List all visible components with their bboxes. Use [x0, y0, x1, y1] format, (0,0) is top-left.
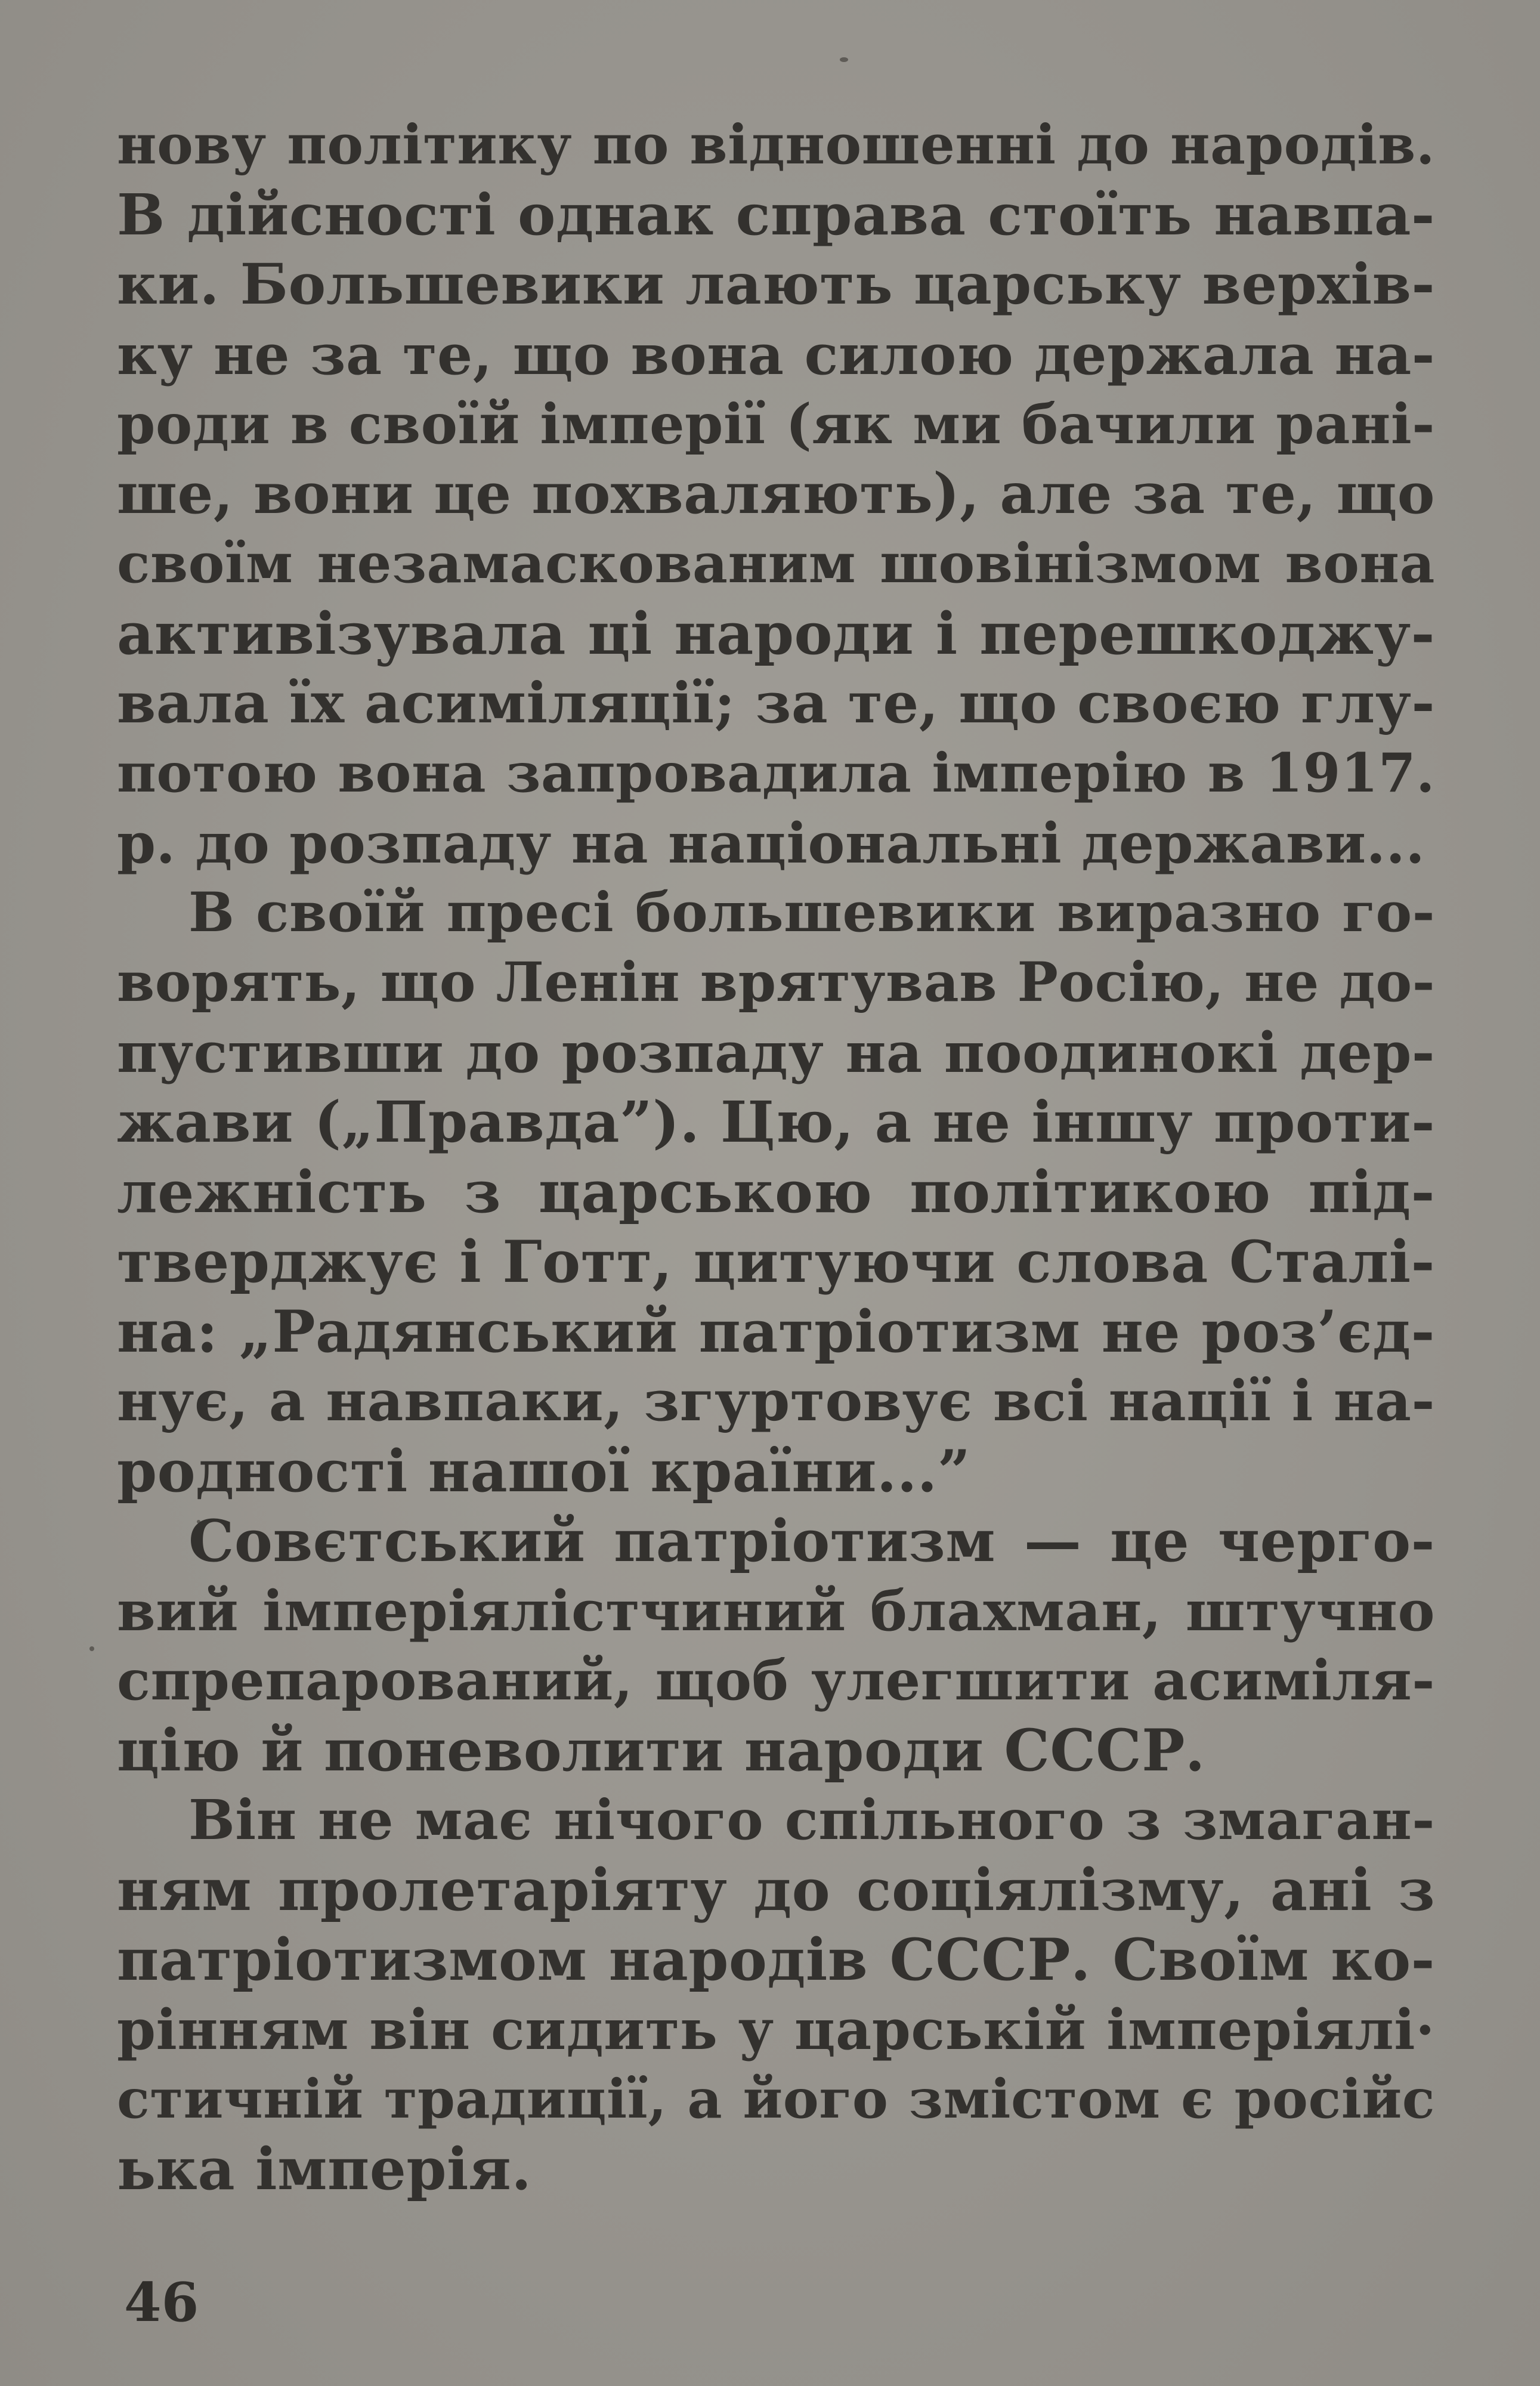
text-line: спрепарований, щоб улегшити асиміля- [117, 1648, 1435, 1713]
text-line: патріотизмом народів СССР. Своїм ко- [117, 1926, 1435, 1994]
text-line: жави („Правда”). Цю, а не іншу проти- [117, 1089, 1435, 1155]
text-line: тверджує і Готт, цитуючи слова Сталі- [117, 1228, 1435, 1296]
print-speck [840, 57, 848, 62]
paragraph-2 [117, 878, 1435, 1506]
text-line: родності нашої країни...” [117, 1438, 971, 1505]
text-line: стичній традиції, а його змістом є російс [117, 2067, 1435, 2131]
text-line: рінням він сидить у царській імперіялі· [117, 1997, 1435, 2062]
text-line: на: „Радянський патріотизм не роз’єд- [117, 1298, 1435, 1365]
text-line: лежність з царською політикою під- [117, 1158, 1435, 1226]
text-line: ше, вони це похваляють), але за те, що [117, 461, 1435, 527]
text-line: активізувала ці народи і перешкоджу- [117, 600, 1435, 667]
paragraph-3 [117, 1506, 1435, 1785]
text-line: ням пролетаріяту до соціялізму, ані з [117, 1856, 1435, 1924]
text-line: нує, а навпаки, згуртовує всі нації і на- [117, 1368, 1435, 1434]
text-line: нову політику по відношенні до народів. [117, 113, 1435, 177]
text-line: пустивши до розпаду на поодинокі дер- [117, 1020, 1435, 1085]
text-line: роди в своїй імперії (як ми бачили рані- [117, 392, 1435, 456]
text-line: вий імперіялістчиний блахман, штучно [117, 1578, 1435, 1643]
text-line: ька імперія. [117, 2135, 532, 2203]
text-line: цію й поневолити народи СССР. [117, 1717, 1205, 1784]
paragraph-1 [117, 110, 1435, 878]
text-line: вала їх асиміляції; за те, що своєю глу- [117, 670, 1435, 736]
text-line: В своїй пресі большевики виразно го- [188, 881, 1435, 944]
page-number: 46 [124, 2271, 199, 2334]
text-line: ку не за те, що вона силою держала на- [117, 322, 1435, 387]
text-line: потою вона запровадила імперію в 1917. [117, 741, 1435, 805]
text-line: В дійсності однак справа стоїть навпа- [117, 182, 1435, 248]
text-line: Він не має нічого спільного з змаган- [188, 1788, 1435, 1852]
text-line: р. до розпаду на національні держави... [117, 811, 1425, 876]
paragraph-4 [117, 1785, 1435, 2204]
body-text [117, 110, 1435, 2204]
text-line: своїм незамаскованим шовінізмом вона [117, 532, 1435, 595]
text-line: ки. Большевики лають царську верхів- [117, 252, 1435, 317]
text-line: ворять, що Ленін врятував Росію, не до- [117, 951, 1435, 1014]
print-speck [89, 1646, 94, 1651]
text-line: Совєтський патріотизм — це черго- [188, 1507, 1435, 1575]
